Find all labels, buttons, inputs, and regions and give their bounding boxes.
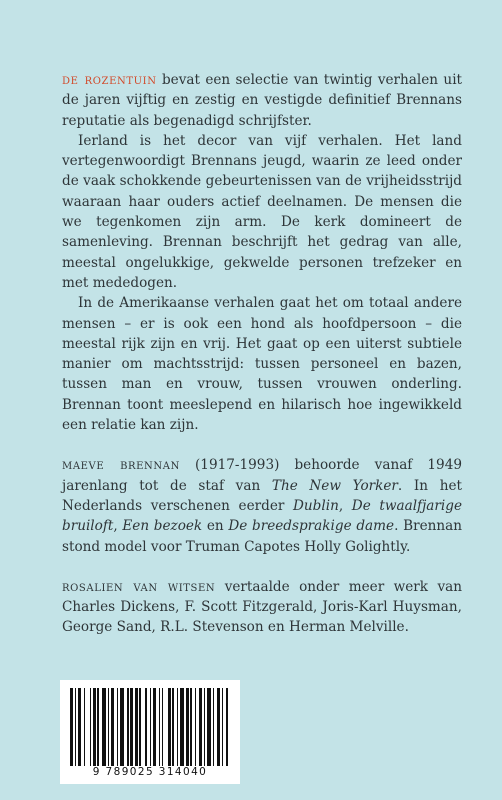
author-bio: maeve brennan (1917-1993) behoorde vanaf 1949 jarenlang tot de staf van The New Yorker. In het Nederlands verschenen eerder Dublin, De twaalfjarige bruiloft, Een bezoek en De breedsprakige dame. Brennan stond model voor Truman Capotes Holly Golightly. [62,457,462,555]
book-twaalfjarige-bruiloft: De twaalfjarige bruiloft [62,497,462,535]
barcode-digits: 9 789025 314040 [92,766,208,778]
book-dublin: Dublin [293,497,339,514]
book-een-bezoek: Een bezoek [122,518,203,535]
book-title: de rozentuin [62,72,157,88]
back-cover-text [62,70,462,638]
book-breedsprakige-dame: De breedsprakige dame [228,518,395,535]
barcode-bar [228,688,230,766]
barcode-bars [70,688,230,766]
blurb-paragraph-2: Ierland is het decor van vijf verhalen. Het land vertegenwoordigt Brennans jeugd, waarin ze leed onder de vaak schokkende gebeurtenissen van de vrijheidsstrijd waaraan haar ouders actief deelnamen. De mensen die we tegenkomen zijn arm. De kerk domineert de samenleving. Brennan beschrijft het gedrag van alle, meestal ongelukkige, gekwelde personen trefzeker en met mededogen. [62,132,462,291]
author-name: maeve brennan [62,457,180,474]
translator-bio: rosalien van witsen vertaalde onder meer werk van Charles Dickens, F. Scott Fitzgerald, Joris-Karl Huysman, George Sand, R.L. Stevenson en Herman Melville. [62,578,462,636]
blurb-text: bevat een selectie van twintig verhalen uit de jaren vijftig en zestig en vestigde definitief Brennans reputatie als begenadigd schrijfster. [62,72,463,129]
translator-name: rosalien van witsen [62,578,216,595]
barcode-box [60,680,240,784]
blurb-paragraph-3: In de Amerikaanse verhalen gaat het om totaal andere mensen – er is ook een hond als hoofdpersoon – die meestal rijk zijn en vrij. Het gaat op een uiterst subtiele manier om machtsstrijd: tussen personeel en bazen, tussen man en vrouw, tussen vrouwen onderling. Brennan toont meeslepend en hilarisch hoe ingewikkeld een relatie kan zijn. [62,295,462,434]
blurb-paragraph-1 [62,70,462,131]
magazine-title: The New Yorker [271,477,398,494]
